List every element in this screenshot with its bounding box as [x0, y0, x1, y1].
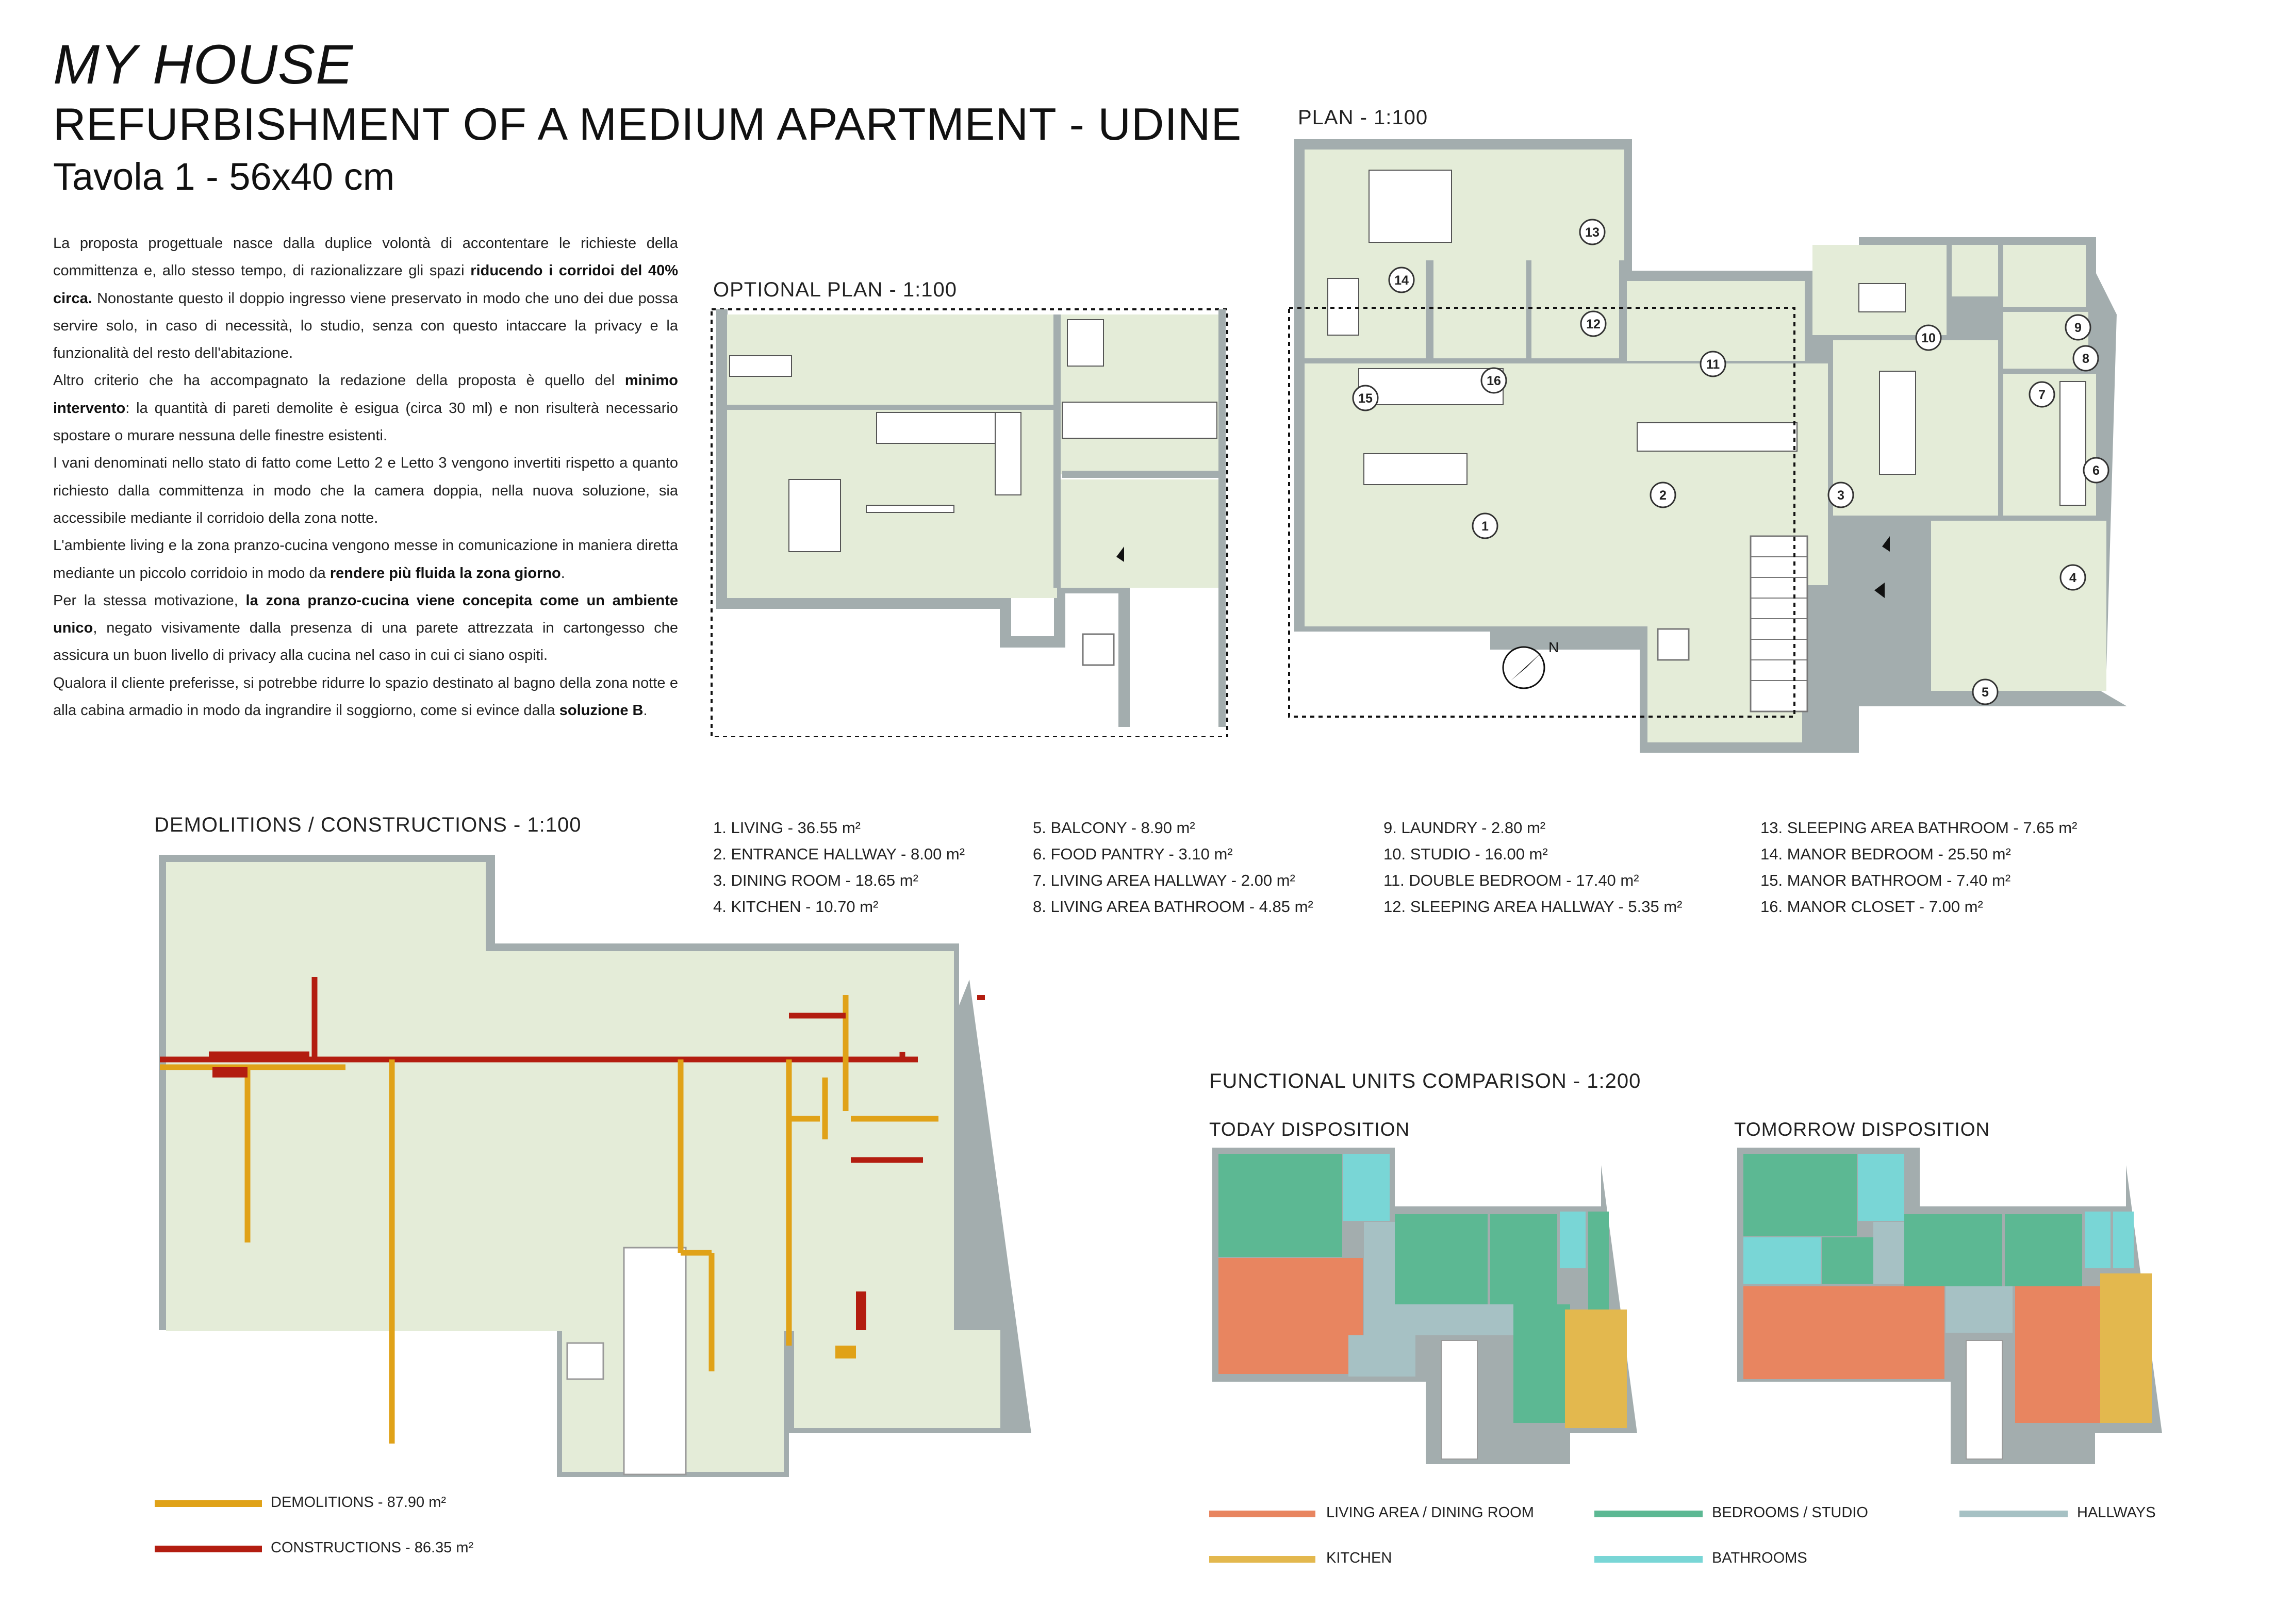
tomorrow-studio	[2005, 1214, 2082, 1286]
room-entry: 1. LIVING - 36.55 m²	[713, 819, 861, 837]
demolitions-floor	[794, 1330, 1000, 1428]
room-number: 9	[2074, 321, 2082, 335]
room-number: 6	[2092, 463, 2100, 478]
plan-label: PLAN - 1:100	[1298, 106, 1428, 129]
tomorrow-bedroom	[1904, 1214, 2002, 1286]
room-number-marker	[2060, 565, 2085, 590]
room-number-marker	[2084, 458, 2108, 483]
tomorrow-bedroom	[1743, 1154, 1857, 1236]
sofa	[1359, 369, 1503, 405]
room-number: 7	[2038, 388, 2046, 402]
project-description	[53, 230, 678, 724]
room-number-marker	[2066, 315, 2090, 340]
description-paragraph: L'ambiente living e la zona pranzo-cucina vengono messe in comunicazione in maniera diretta mediante un piccolo corridoio in modo da rendere più fluida la zona giorno.	[53, 537, 678, 582]
room-entry: 15. MANOR BATHROOM - 7.40 m²	[1760, 871, 2011, 889]
room-number: 14	[1394, 273, 1409, 288]
living-swatch	[1209, 1511, 1315, 1517]
optional-plan-label: OPTIONAL PLAN - 1:100	[713, 278, 958, 301]
room-entry: 13. SLEEPING AREA BATHROOM - 7.65 m²	[1760, 819, 2078, 837]
demolitions-floor	[166, 862, 486, 1331]
room-number: 4	[2069, 571, 2076, 585]
room-list-col-2	[1033, 815, 1313, 920]
room-entry: 14. MANOR BEDROOM - 25.50 m²	[1760, 845, 2011, 863]
stairs	[624, 1248, 686, 1474]
room-entry: 7. LIVING AREA HALLWAY - 2.00 m²	[1033, 871, 1295, 889]
kitchen-counter	[2060, 382, 2086, 505]
today-living	[1218, 1258, 1363, 1374]
room-number: 8	[2082, 352, 2089, 366]
dining-table	[1880, 371, 1916, 474]
room-number-marker	[1473, 513, 1497, 538]
room-number: 1	[1481, 519, 1489, 534]
today-disposition-label: TODAY DISPOSITION	[1209, 1119, 1410, 1140]
room-entry: 5. BALCONY - 8.90 m²	[1033, 819, 1195, 837]
bathrooms-legend-label: BATHROOMS	[1712, 1550, 1807, 1566]
room-13-floor	[1531, 150, 1624, 260]
description-paragraph: Per la stessa motivazione, la zona pranzo-cucina viene concepita come un ambiente unico, negato visivamente dalla presenza di una parete attrezzata in cartongesso che assicura un buon livello di privacy alla cucina nel caso in cui ci siano ospiti.	[53, 592, 678, 664]
room-16-floor	[1433, 260, 1526, 358]
today-bedroom	[1395, 1214, 1488, 1304]
room-number: 3	[1837, 488, 1844, 503]
optional-plan-floor	[1057, 479, 1222, 588]
room-number-marker	[1481, 368, 1506, 393]
room-entry: 8. LIVING AREA BATHROOM - 4.85 m²	[1033, 898, 1313, 916]
constructed-block	[977, 995, 985, 1000]
tomorrow-bathroom	[2085, 1212, 2111, 1268]
counter	[730, 356, 792, 376]
room-entry: 6. FOOD PANTRY - 3.10 m²	[1033, 845, 1233, 863]
page-title: MY HOUSE	[53, 33, 354, 95]
stairs	[1751, 536, 1807, 711]
room-number-marker	[1973, 680, 1998, 704]
demolitions-plan-drawing	[155, 851, 1057, 1490]
room-number-marker	[1389, 268, 1414, 292]
room-entry: 12. SLEEPING AREA HALLWAY - 5.35 m²	[1383, 898, 1683, 916]
room-entry: 4. KITCHEN - 10.70 m²	[713, 898, 879, 916]
room-number: 15	[1358, 391, 1373, 406]
constructed-block	[856, 1291, 866, 1330]
description-paragraph: Qualora il cliente preferisse, si potrebbe ridurre lo spazio destinato al bagno della zona notte e alla cabina armadio in modo da ingrandire il soggiorno, come si evince dalla soluzione B.	[53, 674, 678, 719]
wardrobe	[1637, 423, 1797, 451]
room-12-floor	[1531, 260, 1619, 358]
today-studio	[1490, 1214, 1557, 1304]
room-number: 13	[1585, 225, 1600, 240]
sofa	[995, 412, 1021, 495]
today-bedroom	[1513, 1304, 1570, 1423]
today-hallway	[1348, 1335, 1415, 1377]
demolitions-swatch	[155, 1500, 262, 1507]
tomorrow-disposition-label: TOMORROW DISPOSITION	[1734, 1119, 1990, 1140]
elevator	[1658, 629, 1689, 660]
bathrooms-swatch	[1594, 1556, 1703, 1563]
room-number-marker	[1828, 483, 1853, 507]
room-entry: 3. DINING ROOM - 18.65 m²	[713, 871, 918, 889]
double-bed	[1369, 170, 1452, 242]
room-9-floor	[1952, 245, 1998, 296]
room-number: 10	[1921, 331, 1936, 345]
room-number-marker	[2073, 346, 2098, 371]
sofa	[877, 412, 1000, 443]
hallways-swatch	[1959, 1511, 2068, 1517]
elevator	[1083, 634, 1114, 665]
main-plan-drawing	[1287, 134, 2181, 773]
room-list-col-4	[1760, 815, 2077, 920]
kitchen-swatch	[1209, 1556, 1315, 1563]
today-bathroom	[1560, 1212, 1586, 1268]
wardrobe	[1062, 402, 1217, 438]
tomorrow-bathroom	[1743, 1237, 1821, 1284]
optional-plan-drawing	[706, 299, 1232, 737]
room-number: 11	[1706, 357, 1720, 372]
room-number: 16	[1487, 374, 1501, 388]
room-entry: 11. DOUBLE BEDROOM - 17.40 m²	[1383, 871, 1639, 889]
today-bathroom	[1343, 1154, 1390, 1221]
room-number: 12	[1586, 317, 1601, 332]
living-legend-label: LIVING AREA / DINING ROOM	[1326, 1504, 1534, 1521]
today-kitchen	[1565, 1310, 1627, 1428]
bedrooms-legend-label: BEDROOMS / STUDIO	[1712, 1504, 1868, 1521]
sofa	[1364, 454, 1467, 485]
room-number-marker	[1581, 311, 1606, 336]
constructions-legend-label: CONSTRUCTIONS - 86.35 m²	[271, 1539, 474, 1556]
tomorrow-bathroom	[1858, 1154, 1904, 1221]
room-number: 5	[1982, 685, 1989, 700]
room-number-marker	[1580, 220, 1605, 244]
room-number-marker	[2030, 382, 2054, 407]
stairs	[1441, 1340, 1477, 1459]
hallways-legend-label: HALLWAYS	[2077, 1504, 2156, 1521]
kitchen-legend-label: KITCHEN	[1326, 1550, 1392, 1566]
sheet-label: Tavola 1 - 56x40 cm	[53, 155, 395, 198]
elevator	[567, 1343, 603, 1379]
tomorrow-closet	[1822, 1237, 1873, 1284]
room-entry: 2. ENTRANCE HALLWAY - 8.00 m²	[713, 845, 965, 863]
description-paragraph: Altro criterio che ha accompagnato la redazione della proposta è quello del minimo intervento: la quantità di pareti demolite è esigua (circa 30 ml) e non risulterà necessario spostare o murare nessuna delle finestre esistenti.	[53, 372, 678, 444]
tomorrow-hallway	[1873, 1222, 1904, 1284]
room-list-col-3	[1383, 815, 1682, 920]
north-label: N	[1548, 639, 1559, 655]
description-paragraph: La proposta progettuale nasce dalla duplice volontà di accontentare le richieste della committenza e, allo stesso tempo, di razionalizzare gli spazi riducendo i corridoi del 40% circa. Nonostante questo il doppio ingresso viene preservato in modo che uno dei due possa servire solo, in caso di necessità, lo studio, senza con questo intaccare la privacy e la funzionalità del resto dell'abitazione.	[53, 235, 679, 362]
tomorrow-bathroom	[2113, 1212, 2134, 1268]
demolished-block	[835, 1346, 856, 1358]
today-bedroom	[1218, 1154, 1342, 1257]
demolitions-label: DEMOLITIONS / CONSTRUCTIONS - 1:100	[154, 814, 582, 836]
demolitions-floor	[485, 951, 954, 1331]
tomorrow-hallway	[1946, 1286, 2013, 1333]
room-8-floor	[2003, 245, 2086, 307]
tomorrow-dining	[2015, 1286, 2113, 1423]
tomorrow-disposition-drawing	[1734, 1145, 2167, 1474]
bathtub	[1067, 320, 1103, 366]
page-subtitle: REFURBISHMENT OF A MEDIUM APARTMENT - UDINE	[53, 98, 1242, 150]
today-bedroom	[1588, 1212, 1609, 1310]
desk	[1859, 284, 1905, 312]
room-number-marker	[1353, 386, 1378, 410]
room-5-floor	[1931, 521, 2106, 691]
room-entry: 9. LAUNDRY - 2.80 m²	[1383, 819, 1546, 837]
tomorrow-living	[1743, 1286, 1944, 1379]
bedrooms-swatch	[1594, 1511, 1703, 1517]
description-paragraph: I vani denominati nello stato di fatto come Letto 2 e Letto 3 vengono invertiti rispetto a quanto richiesto dalla committenza in modo che la camera doppia, nella nuova soluzione, sia accessibile mediante il corridoio della zona notte.	[53, 455, 678, 526]
room-entry: 10. STUDIO - 16.00 m²	[1383, 845, 1548, 863]
stairs	[1966, 1340, 2002, 1459]
tomorrow-kitchen	[2100, 1273, 2152, 1423]
room-entry: 16. MANOR CLOSET - 7.00 m²	[1760, 898, 1983, 916]
room-number-marker	[1701, 352, 1725, 376]
dining-table	[789, 479, 840, 552]
demolitions-legend-label: DEMOLITIONS - 87.90 m²	[271, 1494, 447, 1511]
today-hallway	[1395, 1304, 1513, 1335]
constructed-block	[212, 1067, 248, 1078]
room-number: 2	[1659, 488, 1667, 503]
room-number-marker	[1916, 325, 1941, 350]
constructions-swatch	[155, 1546, 262, 1552]
functional-units-label: FUNCTIONAL UNITS COMPARISON - 1:200	[1209, 1070, 1641, 1092]
room-number-marker	[1651, 483, 1675, 507]
today-disposition-drawing	[1209, 1145, 1642, 1474]
room-11-floor	[1627, 281, 1805, 361]
cabinet	[866, 505, 954, 512]
